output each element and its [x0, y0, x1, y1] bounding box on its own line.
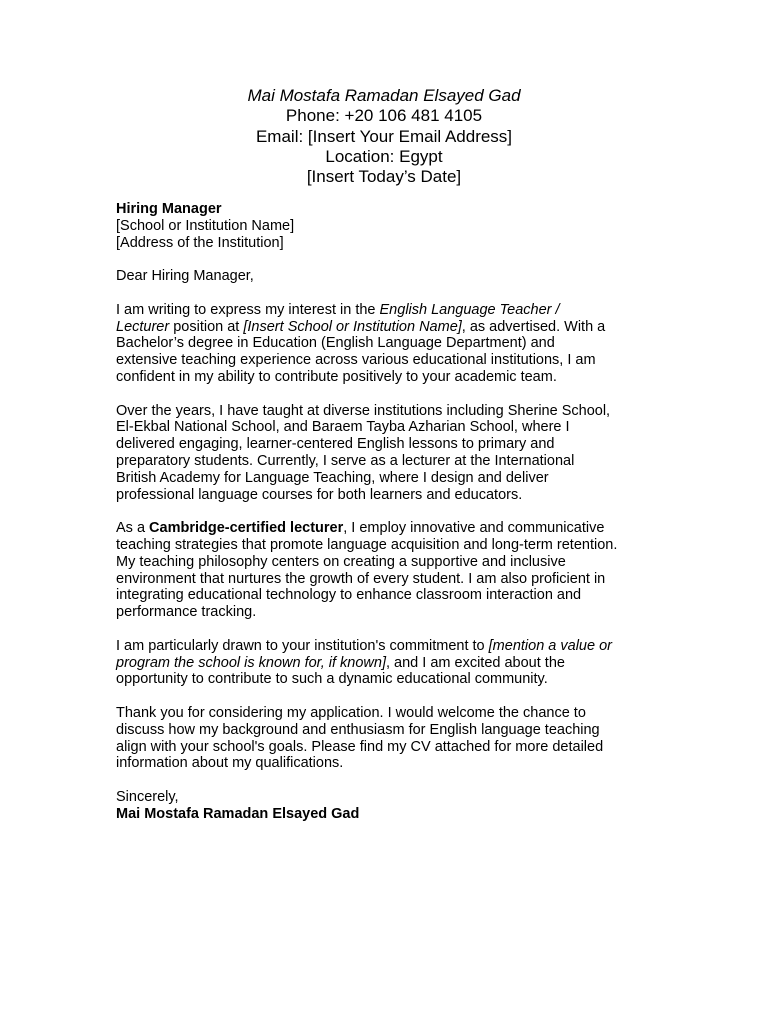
- para3-line-4: environment that nurtures the growth of every student. I am also proficient in: [116, 570, 606, 587]
- para3-line-1: [116, 520, 604, 536]
- salutation-text: Dear Hiring Manager,: [116, 268, 254, 285]
- para1-role-cont: Lecturer: [116, 318, 170, 335]
- para4-line-2: [116, 655, 565, 671]
- para3-text: As a: [116, 520, 150, 537]
- signature-name: Mai Mostafa Ramadan Elsayed Gad: [116, 805, 360, 822]
- para3-line-5: integrating educational technology to enhance classroom interaction and: [116, 587, 582, 604]
- closing-block: [116, 789, 661, 823]
- letter-body: [116, 201, 661, 839]
- para5-line-1: Thank you for considering my application. I would welcome the chance to: [116, 704, 586, 721]
- recipient-block: [116, 201, 661, 251]
- para1-line-2: [116, 319, 605, 335]
- sender-email: Email: [Insert Your Email Address]: [255, 126, 513, 146]
- para3-line-2: teaching strategies that promote language acquisition and long-term retention.: [116, 536, 618, 553]
- paragraph-introduction: [116, 302, 661, 386]
- para4-line-1: [116, 638, 612, 654]
- para4-placeholder: [mention a value or: [488, 637, 612, 654]
- recipient-institution: [School or Institution Name]: [116, 217, 295, 234]
- recipient-address: [Address of the Institution]: [116, 234, 284, 251]
- sender-location: Location: Egypt: [325, 146, 443, 166]
- para4-line-3: opportunity to contribute to such a dynamic educational community.: [116, 671, 548, 688]
- salutation: [116, 268, 661, 285]
- para1-role: English Language Teacher /: [379, 301, 560, 318]
- para3-line-3: My teaching philosophy centers on creating a supportive and inclusive: [116, 553, 566, 570]
- letter-header: [0, 86, 768, 187]
- para2-line-6: professional language courses for both learners and educators.: [116, 486, 523, 503]
- para2-line-1: Over the years, I have taught at diverse institutions including Sherine School,: [116, 402, 611, 419]
- para5-line-3: align with your school's goals. Please find my CV attached for more detailed: [116, 738, 604, 755]
- para1-line-1: [116, 302, 560, 318]
- para3-certification: Cambridge-certified lecturer: [149, 520, 344, 537]
- valediction: Sincerely,: [116, 788, 179, 805]
- para1-text: I am writing to express my interest in the: [116, 301, 380, 318]
- sender-name: Mai Mostafa Ramadan Elsayed Gad: [247, 86, 521, 105]
- para2-line-4: preparatory students. Currently, I serve as a lecturer at the International: [116, 452, 575, 469]
- para1-line-5: confident in my ability to contribute positively to your academic team.: [116, 368, 557, 385]
- para1-line-4: extensive teaching experience across various educational institutions, I am: [116, 352, 596, 369]
- para4-text: I am particularly drawn to your institution's commitment to: [116, 637, 489, 654]
- sender-phone: Phone: +20 106 481 4105: [285, 106, 483, 126]
- paragraph-philosophy: [116, 520, 661, 621]
- para4-text: , and I am excited about the: [386, 654, 565, 671]
- paragraph-motivation: [116, 638, 661, 688]
- para2-line-2: El-Ekbal National School, and Baraem Tayba Azharian School, where I: [116, 419, 570, 436]
- para5-line-4: information about my qualifications.: [116, 755, 344, 772]
- para2-line-3: delivered engaging, learner-centered English lessons to primary and: [116, 436, 555, 453]
- recipient-title: Hiring Manager: [116, 201, 222, 217]
- para3-text: , I employ innovative and communicative: [343, 520, 605, 537]
- para4-placeholder-cont: program the school is known for, if known]: [116, 654, 386, 671]
- para1-institution-placeholder: [Insert School or Institution Name]: [243, 318, 462, 335]
- paragraph-experience: [116, 403, 661, 504]
- para5-line-2: discuss how my background and enthusiasm for English language teaching: [116, 721, 600, 738]
- para1-line-3: Bachelor’s degree in Education (English Language Department) and: [116, 335, 555, 352]
- para2-line-5: British Academy for Language Teaching, where I design and deliver: [116, 469, 549, 486]
- paragraph-thanks: [116, 705, 661, 772]
- para1-text: , as advertised. With a: [461, 318, 606, 335]
- letter-date: [Insert Today’s Date]: [306, 167, 462, 187]
- para3-line-6: performance tracking.: [116, 604, 257, 621]
- para1-text: position at: [169, 318, 244, 335]
